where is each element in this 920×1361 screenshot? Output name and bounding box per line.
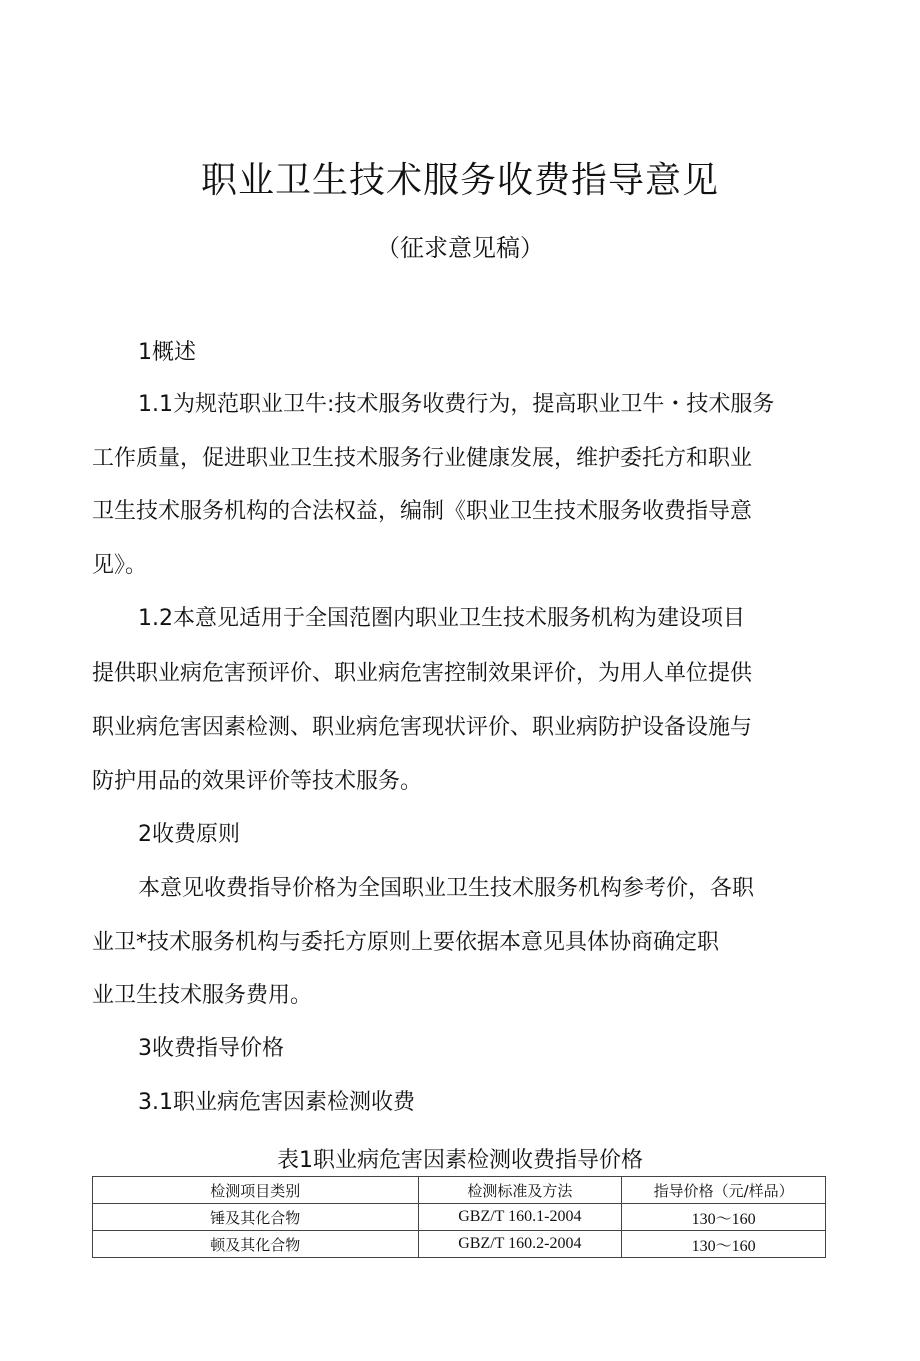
table-row <box>93 1204 826 1231</box>
column-header-price: 指导价格（元/样品） <box>622 1177 826 1204</box>
document-subtitle: （征求意见稿） <box>376 234 544 262</box>
table-row <box>93 1231 826 1258</box>
paragraph-line: 见》。 <box>92 553 148 578</box>
cell-price: 130～160 <box>622 1231 826 1258</box>
paragraph-line: 防护用品的效果评价等技术服务。 <box>92 769 423 794</box>
paragraph-line: 工作质量，促进职业卫生技术服务行业健康发展，维护委托方和职业 <box>92 446 753 471</box>
fee-table <box>92 1176 826 1258</box>
paragraph-line: 职业病危害因素检测、职业病危害现状评价、职业病防护设备设施与 <box>92 715 753 740</box>
cell-standard: GBZ/T 160.2-2004 <box>418 1231 622 1258</box>
cell-category: 锤及其化合物 <box>93 1204 419 1231</box>
cell-category: 顿及其化合物 <box>93 1231 419 1258</box>
table-caption: 表1职业病危害因素检测收费指导价格 <box>277 1148 643 1173</box>
paragraph-line: 业卫生技术服务费用。 <box>92 983 313 1008</box>
column-header-standard: 检测标准及方法 <box>418 1177 622 1204</box>
cell-standard: GBZ/T 160.1-2004 <box>418 1204 622 1231</box>
section-heading-overview: 1概述 <box>138 340 196 365</box>
section-heading-principles: 2收费原则 <box>138 822 240 847</box>
table-header-row <box>93 1177 826 1204</box>
section-heading-prices: 3收费指导价格 <box>138 1036 284 1061</box>
cell-price: 130～160 <box>622 1204 826 1231</box>
column-header-category: 检测项目类别 <box>93 1177 419 1204</box>
document-title: 职业卫生技术服务收费指导意见 <box>200 160 719 201</box>
paragraph-line: 本意见收费指导价格为全国职业卫生技术服务机构参考价，各职 <box>138 876 755 901</box>
paragraph-line: 1.1为规范职业卫牛:技术服务收费行为，提高职业卫牛・技术服务 <box>138 392 775 417</box>
section-heading-detection-fees: 3.1职业病危害因素检测收费 <box>138 1090 415 1115</box>
paragraph-line: 业卫*技术服务机构与委托方原则上要依据本意见具体协商确定职 <box>92 930 720 955</box>
paragraph-line: 卫生技术服务机构的合法权益，编制《职业卫生技术服务收费指导意 <box>92 499 753 524</box>
paragraph-line: 提供职业病危害预评价、职业病危害控制效果评价，为用人单位提供 <box>92 661 753 686</box>
paragraph-line: 1.2本意见适用于全国范圏内职业卫生技术服务机构为建设项目 <box>138 606 745 631</box>
